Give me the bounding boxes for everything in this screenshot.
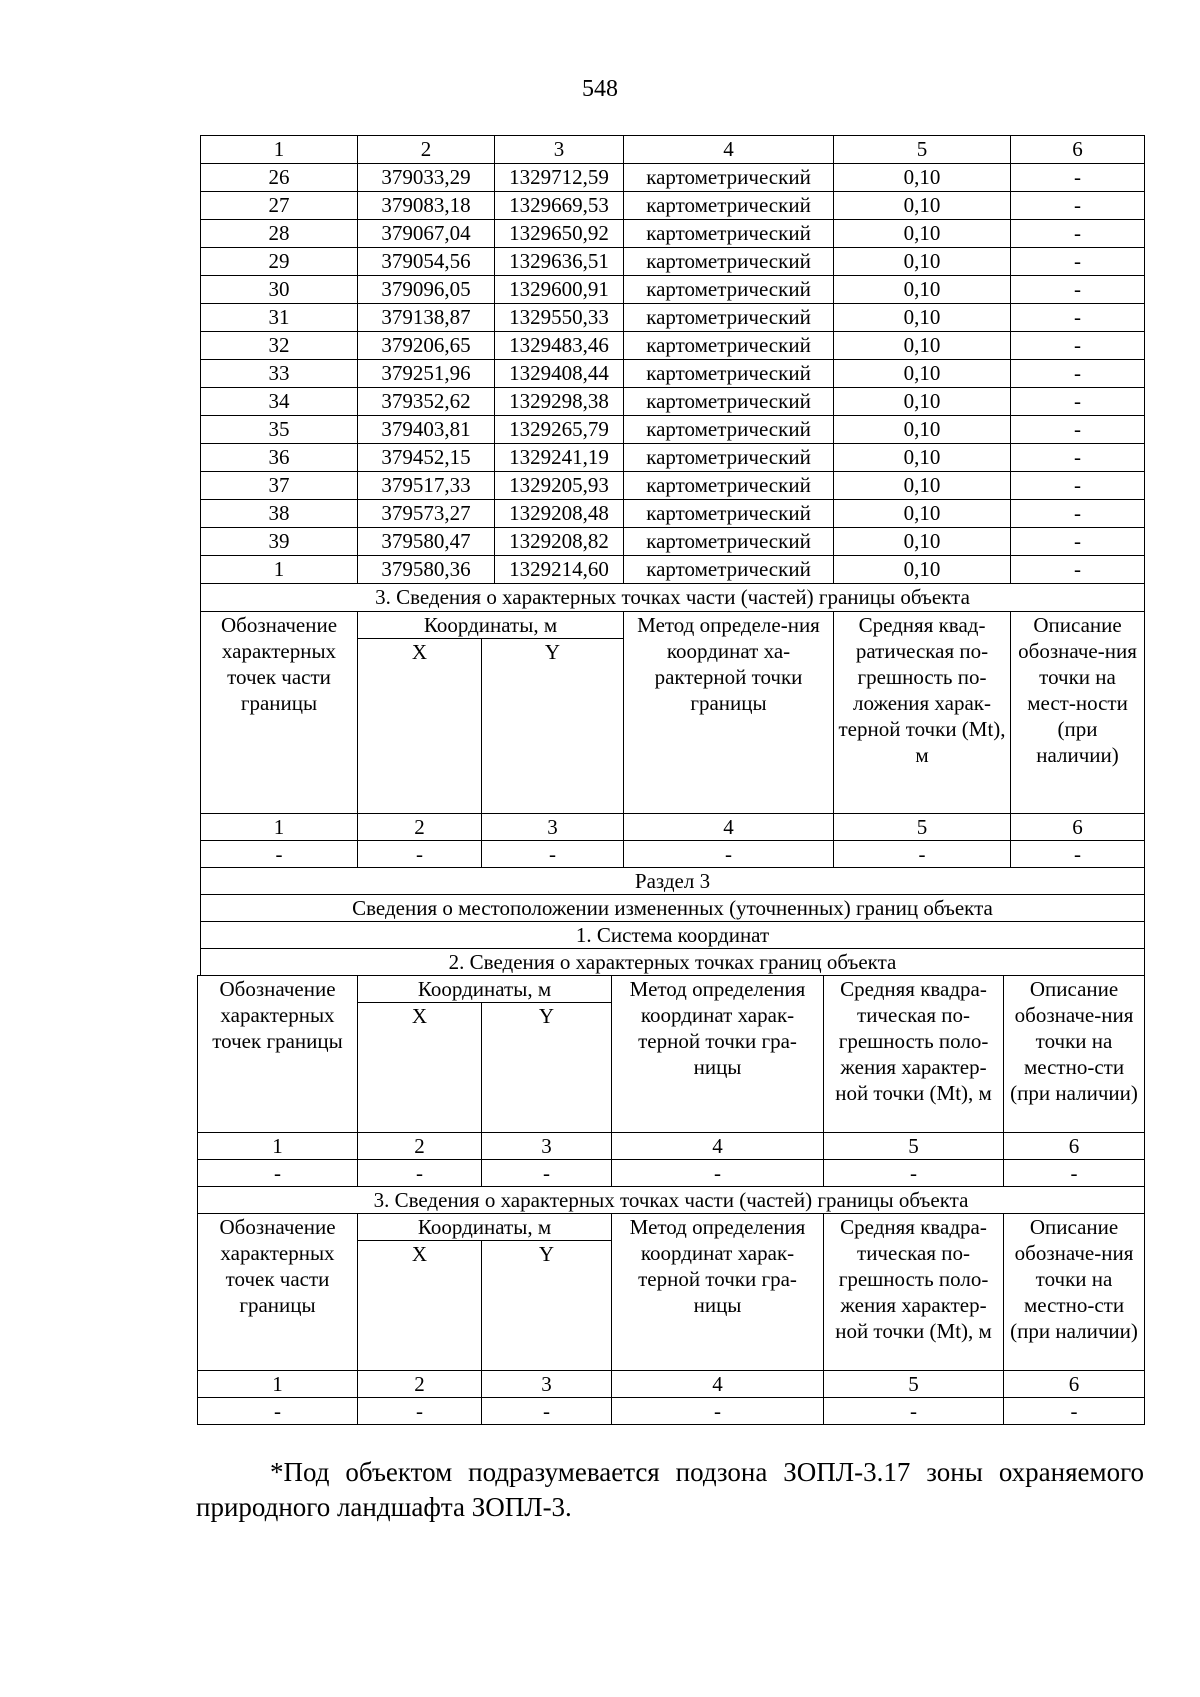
x-header: X	[358, 639, 482, 814]
table-cell: 0,10	[834, 472, 1011, 500]
coordinates-table-body	[201, 136, 1145, 584]
section-row	[201, 868, 1145, 895]
table-cell: -	[1011, 304, 1145, 332]
table-cell: 28	[201, 220, 358, 248]
col-number: 3	[495, 136, 624, 164]
table-cell: -	[834, 841, 1011, 868]
col-number: 5	[834, 136, 1011, 164]
table-cell: 34	[201, 388, 358, 416]
col-number: 1	[201, 136, 358, 164]
col-number: 3	[482, 814, 624, 841]
y-header: Y	[482, 1003, 612, 1133]
point-designation-header: Обозначение характерных точек границы	[198, 976, 358, 1133]
table-cell: -	[1011, 360, 1145, 388]
table-cell: -	[1011, 220, 1145, 248]
table-row	[201, 248, 1145, 276]
column-number-row	[201, 136, 1145, 164]
table-row	[201, 416, 1145, 444]
col-number: 6	[1004, 1371, 1145, 1398]
coordinates-header: Координаты, м	[358, 976, 612, 1003]
table-cell: 379403,81	[358, 416, 495, 444]
col-number: 5	[824, 1133, 1004, 1160]
table-cell: 379083,18	[358, 192, 495, 220]
table-row	[201, 500, 1145, 528]
method-header: Метод определе-ния координат ха-рактерной точки границы	[624, 612, 834, 814]
accuracy-header: Средняя квадра-тическая по-грешность поло-жения характер-ной точки (Mt), м	[824, 976, 1004, 1133]
table-cell: картометрический	[624, 416, 834, 444]
table-cell: 379206,65	[358, 332, 495, 360]
table-cell: -	[482, 1160, 612, 1187]
table-cell: -	[612, 1160, 824, 1187]
table-cell: -	[824, 1160, 1004, 1187]
column-number-row	[198, 1371, 1145, 1398]
table-cell: 0,10	[834, 220, 1011, 248]
table-cell: -	[624, 841, 834, 868]
table-cell: 0,10	[834, 276, 1011, 304]
col-number: 4	[624, 814, 834, 841]
x-header: X	[358, 1003, 482, 1133]
table-cell: 0,10	[834, 388, 1011, 416]
table-cell: 0,10	[834, 332, 1011, 360]
table-cell: 379251,96	[358, 360, 495, 388]
table-cell: 0,10	[834, 556, 1011, 584]
point-designation-header: Обозначение характерных точек части границы	[201, 612, 358, 814]
points-title-row	[201, 949, 1145, 976]
x-header: X	[358, 1241, 482, 1371]
table-cell: 39	[201, 528, 358, 556]
y-header: Y	[482, 639, 624, 814]
table-cell: -	[1011, 332, 1145, 360]
table-cell: картометрический	[624, 248, 834, 276]
parts-title-row	[198, 1187, 1145, 1214]
table-cell: 32	[201, 332, 358, 360]
col-number: 6	[1011, 136, 1145, 164]
parts-title: 3. Сведения о характерных точках части (частей) границы объекта	[198, 1187, 1145, 1214]
table-cell: 1329550,33	[495, 304, 624, 332]
table-cell: -	[1011, 248, 1145, 276]
table-row	[201, 192, 1145, 220]
table-cell: 26	[201, 164, 358, 192]
table-cell: 1329205,93	[495, 472, 624, 500]
table-cell: 379067,04	[358, 220, 495, 248]
table-cell: 27	[201, 192, 358, 220]
accuracy-header: Средняя квадра-тическая по-грешность поло-жения характер-ной точки (Mt), м	[824, 1214, 1004, 1371]
table-row	[201, 528, 1145, 556]
table-cell: 379517,33	[358, 472, 495, 500]
table-cell: -	[824, 1398, 1004, 1425]
table-cell: 379138,87	[358, 304, 495, 332]
table-cell: -	[1011, 472, 1145, 500]
table-cell: -	[1011, 192, 1145, 220]
col-number: 2	[358, 136, 495, 164]
table-cell: картометрический	[624, 388, 834, 416]
table-row	[201, 220, 1145, 248]
header-row	[201, 612, 1145, 639]
changed-parts-table	[197, 1213, 1145, 1425]
table-cell: 379033,29	[358, 164, 495, 192]
table-cell: 379580,36	[358, 556, 495, 584]
col-number: 4	[624, 136, 834, 164]
section-title: Сведения о местоположении измененных (уточненных) границ объекта	[201, 895, 1145, 922]
table-cell: 35	[201, 416, 358, 444]
table-row	[201, 444, 1145, 472]
col-number: 2	[358, 814, 482, 841]
table-row	[201, 556, 1145, 584]
table-cell: 1329669,53	[495, 192, 624, 220]
table-cell: 1329241,19	[495, 444, 624, 472]
table-cell: 1329214,60	[495, 556, 624, 584]
table-cell: 38	[201, 500, 358, 528]
table-cell: 379096,05	[358, 276, 495, 304]
table-cell: -	[1011, 444, 1145, 472]
table-cell: -	[1011, 528, 1145, 556]
col-number: 6	[1004, 1133, 1145, 1160]
table-row	[201, 388, 1145, 416]
footnote	[196, 1455, 1144, 1525]
parts-title: 3. Сведения о характерных точках части (частей) границы объекта	[201, 584, 1145, 612]
table-row	[201, 276, 1145, 304]
col-number: 4	[612, 1133, 824, 1160]
table-cell: 379054,56	[358, 248, 495, 276]
table-cell: 30	[201, 276, 358, 304]
table-cell: 1329483,46	[495, 332, 624, 360]
table-cell: -	[1011, 841, 1145, 868]
accuracy-header: Средняя квад-ратическая по-грешность по-ложения харак-терной точки (Mt), м	[834, 612, 1011, 814]
table-cell: 1329298,38	[495, 388, 624, 416]
points-title: 2. Сведения о характерных точках границ объекта	[201, 949, 1145, 976]
method-header: Метод определения координат харак-терной точки гра-ницы	[612, 976, 824, 1133]
table-cell: картометрический	[624, 164, 834, 192]
table-cell: картометрический	[624, 304, 834, 332]
table-cell: -	[1011, 388, 1145, 416]
table-cell: 379452,15	[358, 444, 495, 472]
table-cell: -	[482, 841, 624, 868]
table-cell: -	[1011, 416, 1145, 444]
table-row	[201, 164, 1145, 192]
table-cell: 36	[201, 444, 358, 472]
description-header: Описание обозначе-ния точки на местно-сти (при наличии)	[1004, 1214, 1145, 1371]
table-cell: -	[358, 1160, 482, 1187]
table-cell: 1329600,91	[495, 276, 624, 304]
table-cell: картометрический	[624, 556, 834, 584]
table-cell: -	[1011, 500, 1145, 528]
section-title-row	[201, 584, 1145, 612]
page-number: 548	[582, 76, 618, 102]
table-cell: 1329650,92	[495, 220, 624, 248]
table-cell: картометрический	[624, 192, 834, 220]
table-cell: 0,10	[834, 304, 1011, 332]
footnote-text: *Под объектом подразумевается подзона ЗОПЛ-3.17 зоны охраняемого природного ландшафта ЗОПЛ-3.	[196, 1457, 1144, 1522]
coordinates-header: Координаты, м	[358, 1214, 612, 1241]
table-cell: 37	[201, 472, 358, 500]
table-cell: -	[1011, 556, 1145, 584]
table-cell: -	[1011, 276, 1145, 304]
table-cell: 0,10	[834, 192, 1011, 220]
point-designation-header: Обозначение характерных точек части границы	[198, 1214, 358, 1371]
table-cell: -	[1011, 164, 1145, 192]
coordinates-table	[200, 135, 1145, 612]
col-number: 1	[198, 1133, 358, 1160]
table-cell: 0,10	[834, 444, 1011, 472]
table-cell: 29	[201, 248, 358, 276]
table-row	[201, 360, 1145, 388]
table-cell: 1329636,51	[495, 248, 624, 276]
table-cell: картометрический	[624, 528, 834, 556]
empty-data-row	[201, 841, 1145, 868]
table-cell: 33	[201, 360, 358, 388]
table-cell: -	[198, 1398, 358, 1425]
table-cell: -	[482, 1398, 612, 1425]
coord-system-title: 1. Система координат	[201, 922, 1145, 949]
table-cell: 0,10	[834, 500, 1011, 528]
parts-table	[200, 611, 1145, 976]
table-cell: -	[198, 1160, 358, 1187]
changed-boundary-table	[197, 975, 1145, 1214]
section-title-row	[201, 895, 1145, 922]
table-cell: 0,10	[834, 248, 1011, 276]
table-row	[201, 472, 1145, 500]
empty-data-row	[198, 1398, 1145, 1425]
table-cell: 1329265,79	[495, 416, 624, 444]
coord-system-row	[201, 922, 1145, 949]
description-header: Описание обозначе-ния точки на местно-сти (при наличии)	[1004, 976, 1145, 1133]
col-number: 5	[834, 814, 1011, 841]
table-cell: 379580,47	[358, 528, 495, 556]
table-cell: -	[1004, 1160, 1145, 1187]
y-header: Y	[482, 1241, 612, 1371]
col-number: 4	[612, 1371, 824, 1398]
col-number: 2	[358, 1371, 482, 1398]
table-cell: -	[201, 841, 358, 868]
table-cell: 1329712,59	[495, 164, 624, 192]
table-cell: картометрический	[624, 332, 834, 360]
col-number: 5	[824, 1371, 1004, 1398]
col-number: 1	[201, 814, 358, 841]
table-cell: 31	[201, 304, 358, 332]
header-row	[198, 1214, 1145, 1241]
table-cell: -	[358, 841, 482, 868]
table-cell: картометрический	[624, 444, 834, 472]
table-cell: картометрический	[624, 220, 834, 248]
column-number-row	[198, 1133, 1145, 1160]
coordinates-header: Координаты, м	[358, 612, 624, 639]
col-number: 2	[358, 1133, 482, 1160]
table-cell: картометрический	[624, 472, 834, 500]
table-cell: 0,10	[834, 528, 1011, 556]
col-number: 3	[482, 1371, 612, 1398]
table-cell: 379352,62	[358, 388, 495, 416]
table-cell: картометрический	[624, 360, 834, 388]
table-cell: картометрический	[624, 276, 834, 304]
table-row	[201, 304, 1145, 332]
table-cell: 1329208,48	[495, 500, 624, 528]
table-cell: картометрический	[624, 500, 834, 528]
table-cell: 1329408,44	[495, 360, 624, 388]
table-cell: -	[612, 1398, 824, 1425]
table-cell: 379573,27	[358, 500, 495, 528]
col-number: 6	[1011, 814, 1145, 841]
table-cell: -	[1004, 1398, 1145, 1425]
col-number: 3	[482, 1133, 612, 1160]
section-heading: Раздел 3	[201, 868, 1145, 895]
method-header: Метод определения координат харак-терной точки гра-ницы	[612, 1214, 824, 1371]
table-row	[201, 332, 1145, 360]
table-cell: 1329208,82	[495, 528, 624, 556]
table-cell: -	[358, 1398, 482, 1425]
col-number: 1	[198, 1371, 358, 1398]
table-cell: 0,10	[834, 416, 1011, 444]
column-number-row	[201, 814, 1145, 841]
header-row	[198, 976, 1145, 1003]
table-cell: 0,10	[834, 164, 1011, 192]
table-cell: 0,10	[834, 360, 1011, 388]
empty-data-row	[198, 1160, 1145, 1187]
description-header: Описание обозначе-ния точки на мест-ности (при наличии)	[1011, 612, 1145, 814]
table-cell: 1	[201, 556, 358, 584]
